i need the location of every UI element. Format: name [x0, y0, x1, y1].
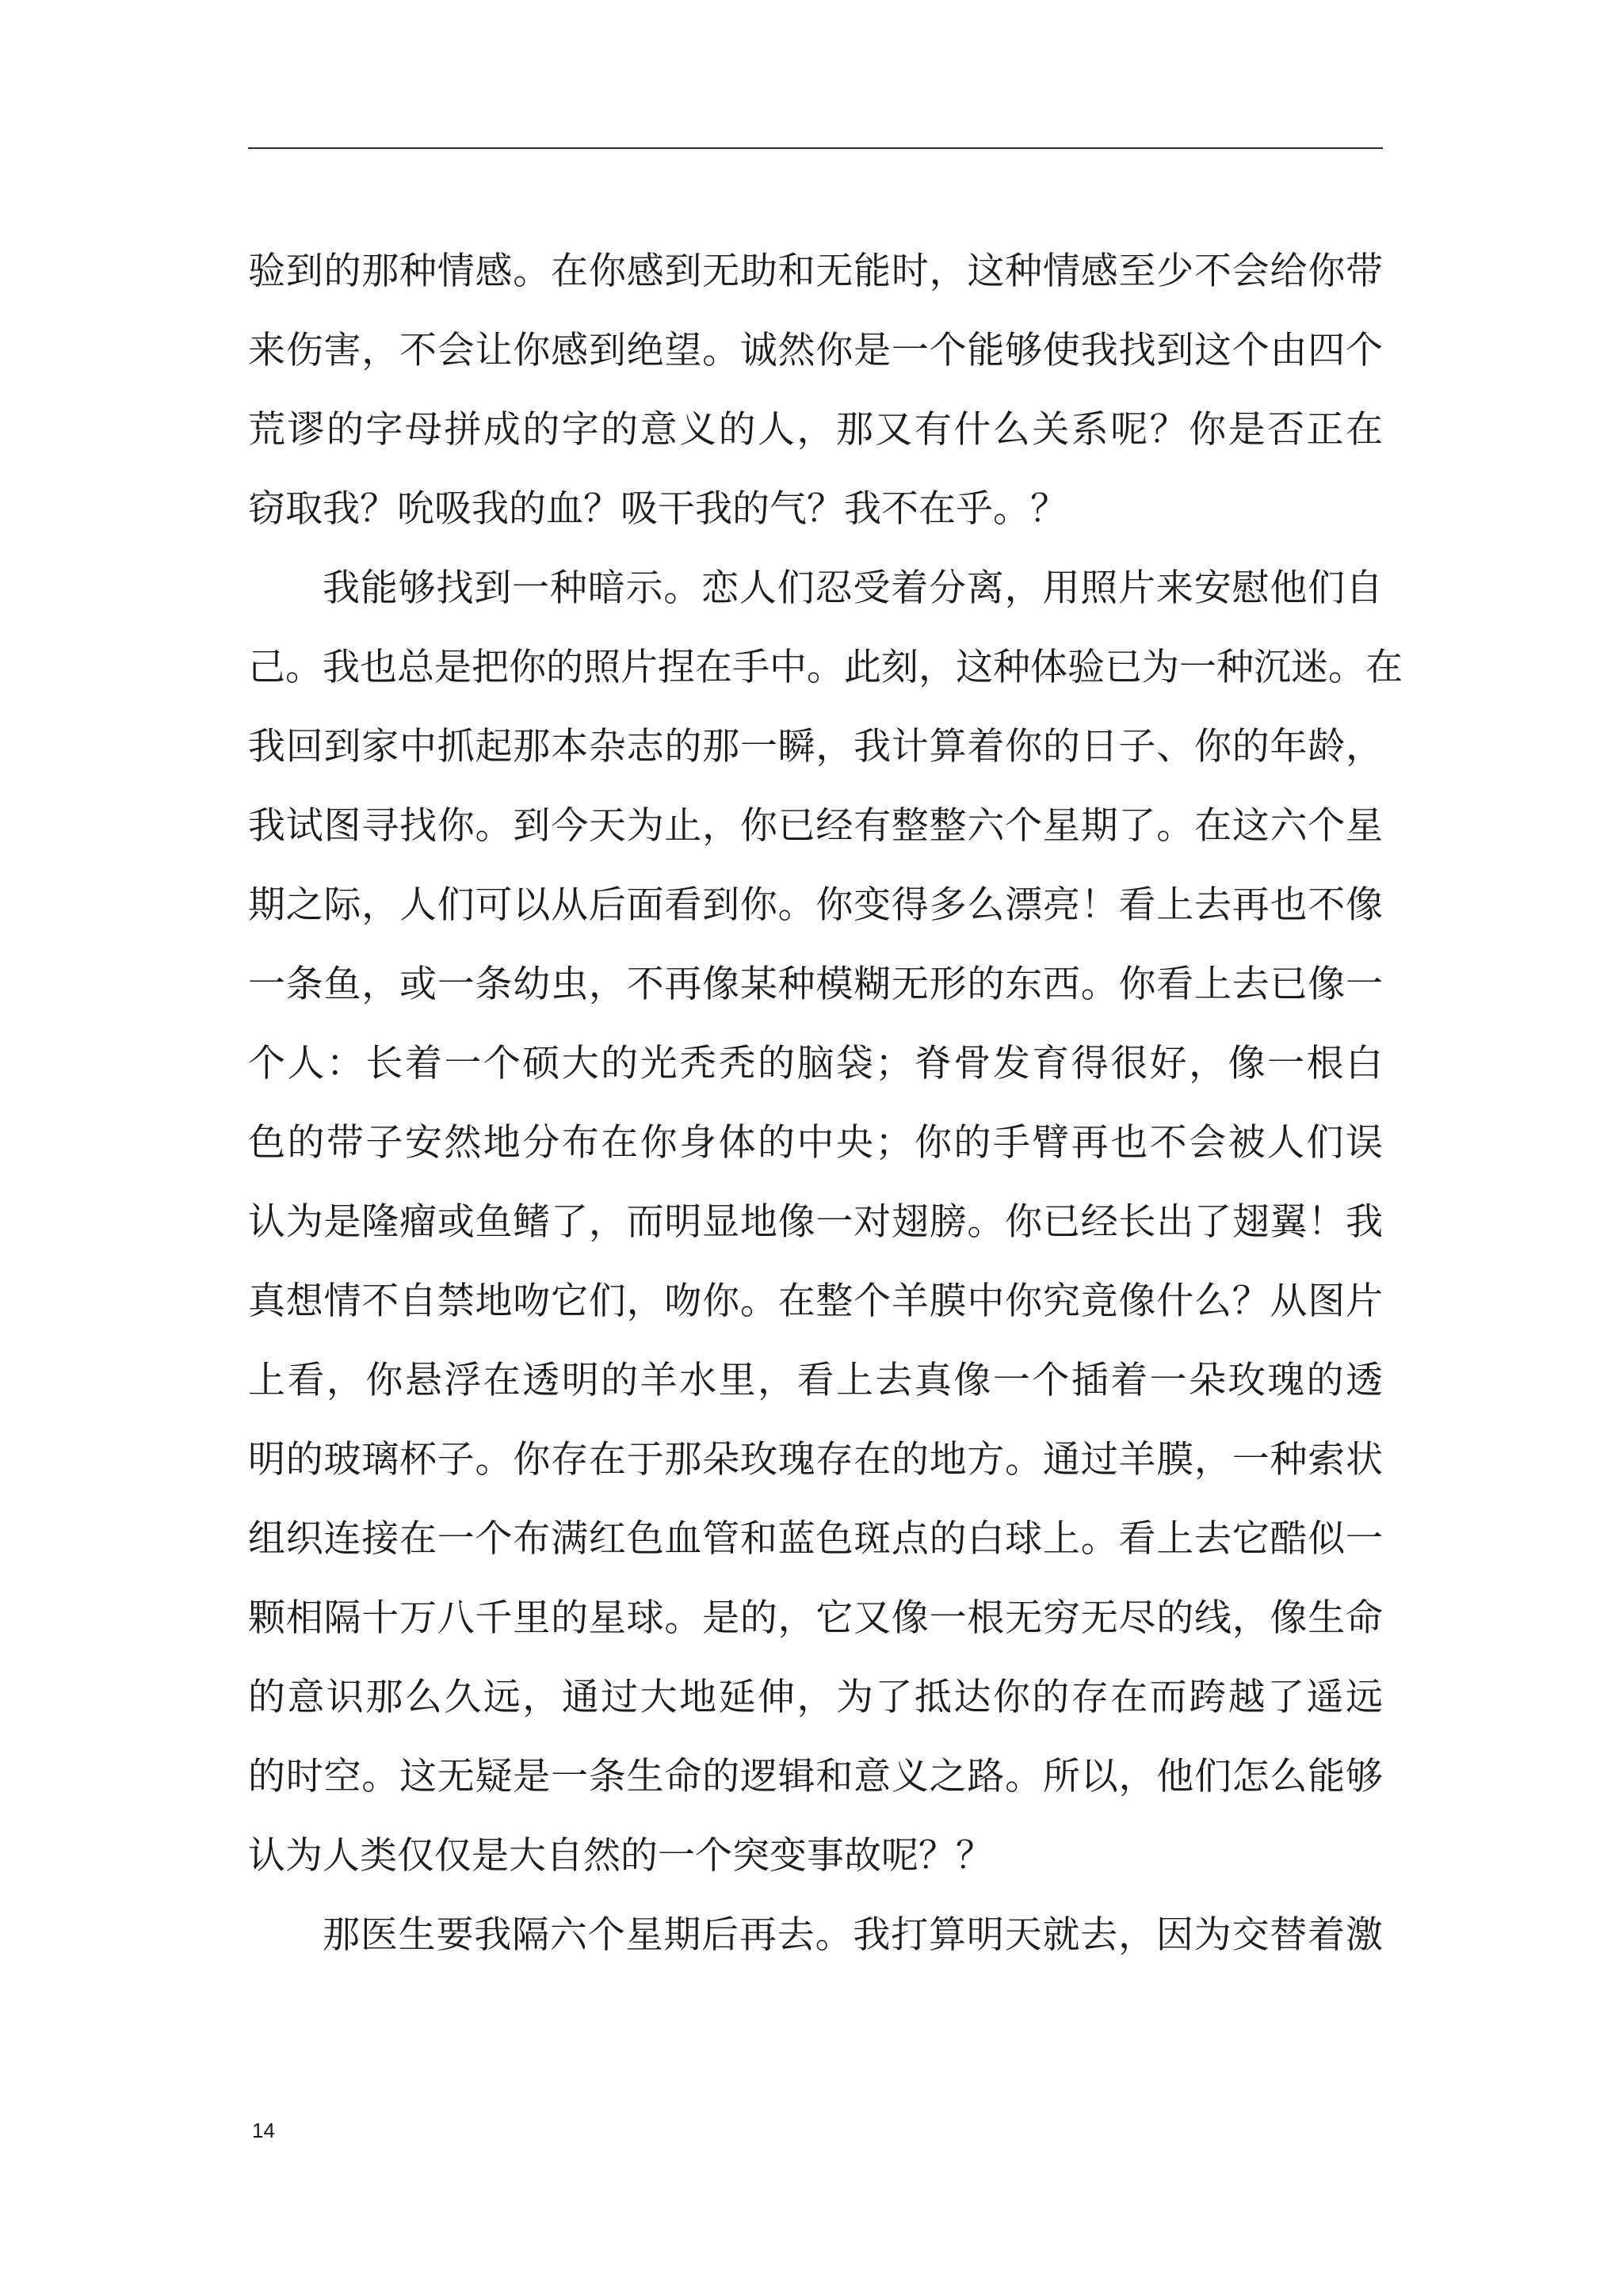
text-line: 明的玻璃杯子。你存在于那朵玫瑰存在的地方。通过羊膜，一种索状: [248, 1438, 1383, 1482]
text-line: 的意识那么久远，通过大地延伸，为了抵达你的存在而跨越了遥远: [248, 1676, 1383, 1719]
text-line: 我试图寻找你。到今天为止，你已经有整整六个星期了。在这六个星: [248, 804, 1383, 848]
text-line: 个人：长着一个硕大的光秃秃的脑袋；脊骨发育得很好，像一根白: [248, 1042, 1383, 1085]
text-line: 色的带子安然地分布在你身体的中央；你的手臂再也不会被人们误: [248, 1121, 1383, 1165]
text-line: 那医生要我隔六个星期后再去。我打算明天就去，因为交替着激: [323, 1913, 1383, 1957]
text-line: 认为是隆瘤或鱼鳍了，而明显地像一对翅膀。你已经长出了翅翼！我: [248, 1200, 1383, 1244]
text-line: 颗相隔十万八千里的星球。是的，它又像一根无穷无尽的线，像生命: [248, 1596, 1383, 1640]
text-line: 我回到家中抓起那本杂志的那一瞬，我计算着你的日子、你的年龄，: [248, 725, 1383, 769]
text-line: 来伤害，不会让你感到绝望。诚然你是一个能够使我找到这个由四个: [248, 329, 1383, 372]
text-line: 我能够找到一种暗示。恋人们忍受着分离，用照片来安慰他们自: [323, 566, 1383, 610]
header-rule: [248, 147, 1383, 149]
text-line: 的时空。这无疑是一条生命的逻辑和意义之路。所以，他们怎么能够: [248, 1755, 1383, 1798]
text-line: 组织连接在一个布满红色血管和蓝色斑点的白球上。看上去它酷似一: [248, 1517, 1383, 1561]
text-line: 上看，你悬浮在透明的羊水里，看上去真像一个插着一朵玫瑰的透: [248, 1359, 1383, 1402]
text-line: 荒谬的字母拼成的字的意义的人，那又有什么关系呢？你是否正在: [248, 408, 1383, 452]
text-line: 真想情不自禁地吻它们，吻你。在整个羊膜中你究竟像什么？从图片: [248, 1280, 1383, 1323]
text-line: 期之际，人们可以从后面看到你。你变得多么漂亮！看上去再也不像: [248, 883, 1383, 927]
text-line: 己。我也总是把你的照片捏在手中。此刻，这种体验已为一种沉迷。在: [248, 646, 1403, 689]
text-line: 验到的那种情感。在你感到无助和无能时，这种情感至少不会给你带: [248, 250, 1383, 293]
text-line: 窃取我？吮吸我的血？吸干我的气？我不在乎。？: [248, 487, 1067, 531]
text-line: 认为人类仅仅是大自然的一个突变事故呢？？: [248, 1834, 993, 1878]
page-number: 14: [252, 2119, 275, 2142]
text-line: 一条鱼，或一条幼虫，不再像某种模糊无形的东西。你看上去已像一: [248, 963, 1383, 1006]
